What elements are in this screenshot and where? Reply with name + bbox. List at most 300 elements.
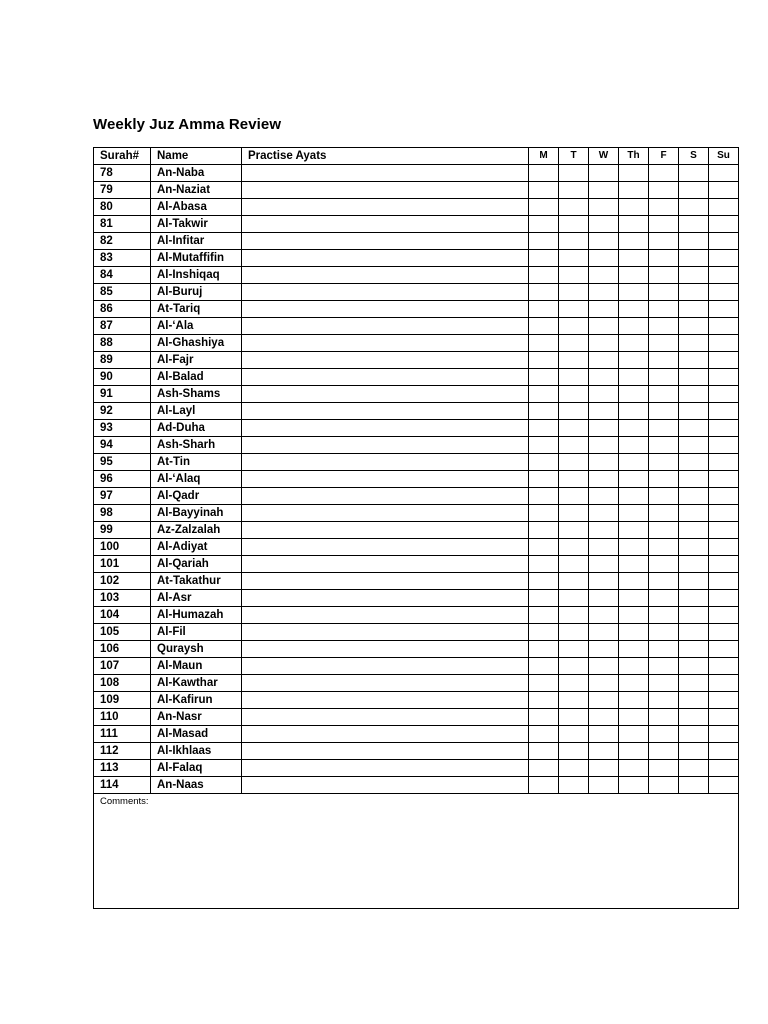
day-cell-wednesday[interactable]	[589, 471, 619, 488]
day-cell-wednesday[interactable]	[589, 692, 619, 709]
practise-ayats-cell[interactable]	[242, 675, 529, 692]
practise-ayats-cell[interactable]	[242, 590, 529, 607]
day-cell-friday[interactable]	[649, 471, 679, 488]
practise-ayats-cell[interactable]	[242, 505, 529, 522]
day-cell-saturday[interactable]	[679, 488, 709, 505]
day-cell-tuesday[interactable]	[559, 335, 589, 352]
day-cell-monday[interactable]	[529, 216, 559, 233]
day-cell-wednesday[interactable]	[589, 590, 619, 607]
day-cell-tuesday[interactable]	[559, 624, 589, 641]
practise-ayats-cell[interactable]	[242, 420, 529, 437]
day-cell-wednesday[interactable]	[589, 539, 619, 556]
day-cell-friday[interactable]	[649, 199, 679, 216]
day-cell-tuesday[interactable]	[559, 233, 589, 250]
day-cell-friday[interactable]	[649, 607, 679, 624]
day-cell-saturday[interactable]	[679, 267, 709, 284]
day-cell-sunday[interactable]	[709, 777, 739, 794]
day-cell-thursday[interactable]	[619, 743, 649, 760]
day-cell-monday[interactable]	[529, 556, 559, 573]
day-cell-wednesday[interactable]	[589, 301, 619, 318]
day-cell-tuesday[interactable]	[559, 590, 589, 607]
day-cell-saturday[interactable]	[679, 437, 709, 454]
day-cell-thursday[interactable]	[619, 505, 649, 522]
day-cell-monday[interactable]	[529, 607, 559, 624]
practise-ayats-cell[interactable]	[242, 641, 529, 658]
practise-ayats-cell[interactable]	[242, 216, 529, 233]
practise-ayats-cell[interactable]	[242, 369, 529, 386]
day-cell-thursday[interactable]	[619, 216, 649, 233]
day-cell-wednesday[interactable]	[589, 267, 619, 284]
day-cell-friday[interactable]	[649, 454, 679, 471]
day-cell-friday[interactable]	[649, 403, 679, 420]
day-cell-wednesday[interactable]	[589, 505, 619, 522]
day-cell-sunday[interactable]	[709, 454, 739, 471]
practise-ayats-cell[interactable]	[242, 624, 529, 641]
day-cell-monday[interactable]	[529, 743, 559, 760]
day-cell-tuesday[interactable]	[559, 284, 589, 301]
day-cell-wednesday[interactable]	[589, 216, 619, 233]
day-cell-thursday[interactable]	[619, 233, 649, 250]
day-cell-monday[interactable]	[529, 641, 559, 658]
day-cell-wednesday[interactable]	[589, 250, 619, 267]
day-cell-saturday[interactable]	[679, 199, 709, 216]
day-cell-tuesday[interactable]	[559, 301, 589, 318]
day-cell-tuesday[interactable]	[559, 726, 589, 743]
practise-ayats-cell[interactable]	[242, 403, 529, 420]
day-cell-sunday[interactable]	[709, 301, 739, 318]
day-cell-monday[interactable]	[529, 692, 559, 709]
day-cell-tuesday[interactable]	[559, 216, 589, 233]
practise-ayats-cell[interactable]	[242, 386, 529, 403]
day-cell-tuesday[interactable]	[559, 318, 589, 335]
day-cell-thursday[interactable]	[619, 641, 649, 658]
day-cell-saturday[interactable]	[679, 777, 709, 794]
practise-ayats-cell[interactable]	[242, 556, 529, 573]
day-cell-sunday[interactable]	[709, 403, 739, 420]
day-cell-sunday[interactable]	[709, 675, 739, 692]
day-cell-thursday[interactable]	[619, 301, 649, 318]
day-cell-thursday[interactable]	[619, 607, 649, 624]
day-cell-wednesday[interactable]	[589, 335, 619, 352]
day-cell-thursday[interactable]	[619, 556, 649, 573]
day-cell-tuesday[interactable]	[559, 709, 589, 726]
day-cell-tuesday[interactable]	[559, 539, 589, 556]
day-cell-friday[interactable]	[649, 573, 679, 590]
day-cell-wednesday[interactable]	[589, 573, 619, 590]
day-cell-thursday[interactable]	[619, 182, 649, 199]
day-cell-tuesday[interactable]	[559, 692, 589, 709]
day-cell-tuesday[interactable]	[559, 182, 589, 199]
day-cell-wednesday[interactable]	[589, 233, 619, 250]
day-cell-monday[interactable]	[529, 777, 559, 794]
day-cell-saturday[interactable]	[679, 369, 709, 386]
day-cell-friday[interactable]	[649, 182, 679, 199]
day-cell-sunday[interactable]	[709, 318, 739, 335]
day-cell-wednesday[interactable]	[589, 182, 619, 199]
day-cell-friday[interactable]	[649, 522, 679, 539]
day-cell-sunday[interactable]	[709, 539, 739, 556]
day-cell-monday[interactable]	[529, 573, 559, 590]
day-cell-sunday[interactable]	[709, 267, 739, 284]
day-cell-monday[interactable]	[529, 369, 559, 386]
day-cell-tuesday[interactable]	[559, 471, 589, 488]
day-cell-thursday[interactable]	[619, 386, 649, 403]
day-cell-friday[interactable]	[649, 318, 679, 335]
day-cell-tuesday[interactable]	[559, 250, 589, 267]
practise-ayats-cell[interactable]	[242, 573, 529, 590]
practise-ayats-cell[interactable]	[242, 301, 529, 318]
day-cell-friday[interactable]	[649, 709, 679, 726]
day-cell-wednesday[interactable]	[589, 641, 619, 658]
day-cell-saturday[interactable]	[679, 726, 709, 743]
practise-ayats-cell[interactable]	[242, 522, 529, 539]
day-cell-monday[interactable]	[529, 182, 559, 199]
day-cell-monday[interactable]	[529, 522, 559, 539]
day-cell-friday[interactable]	[649, 658, 679, 675]
day-cell-friday[interactable]	[649, 420, 679, 437]
day-cell-friday[interactable]	[649, 556, 679, 573]
day-cell-thursday[interactable]	[619, 403, 649, 420]
day-cell-sunday[interactable]	[709, 369, 739, 386]
day-cell-saturday[interactable]	[679, 182, 709, 199]
day-cell-tuesday[interactable]	[559, 488, 589, 505]
day-cell-monday[interactable]	[529, 675, 559, 692]
day-cell-thursday[interactable]	[619, 335, 649, 352]
day-cell-wednesday[interactable]	[589, 386, 619, 403]
practise-ayats-cell[interactable]	[242, 352, 529, 369]
day-cell-monday[interactable]	[529, 726, 559, 743]
day-cell-thursday[interactable]	[619, 760, 649, 777]
practise-ayats-cell[interactable]	[242, 777, 529, 794]
day-cell-sunday[interactable]	[709, 386, 739, 403]
practise-ayats-cell[interactable]	[242, 692, 529, 709]
day-cell-tuesday[interactable]	[559, 607, 589, 624]
day-cell-wednesday[interactable]	[589, 284, 619, 301]
day-cell-monday[interactable]	[529, 318, 559, 335]
day-cell-tuesday[interactable]	[559, 369, 589, 386]
day-cell-saturday[interactable]	[679, 556, 709, 573]
surah-number: 84	[94, 267, 151, 284]
day-cell-thursday[interactable]	[619, 675, 649, 692]
day-cell-sunday[interactable]	[709, 352, 739, 369]
day-cell-sunday[interactable]	[709, 216, 739, 233]
day-cell-sunday[interactable]	[709, 692, 739, 709]
day-cell-tuesday[interactable]	[559, 454, 589, 471]
day-cell-saturday[interactable]	[679, 471, 709, 488]
day-cell-friday[interactable]	[649, 301, 679, 318]
day-cell-wednesday[interactable]	[589, 726, 619, 743]
day-cell-monday[interactable]	[529, 488, 559, 505]
day-cell-friday[interactable]	[649, 437, 679, 454]
day-cell-wednesday[interactable]	[589, 403, 619, 420]
day-cell-wednesday[interactable]	[589, 165, 619, 182]
day-cell-saturday[interactable]	[679, 760, 709, 777]
day-cell-sunday[interactable]	[709, 420, 739, 437]
day-cell-wednesday[interactable]	[589, 199, 619, 216]
day-cell-monday[interactable]	[529, 233, 559, 250]
day-cell-tuesday[interactable]	[559, 675, 589, 692]
practise-ayats-cell[interactable]	[242, 335, 529, 352]
day-cell-sunday[interactable]	[709, 505, 739, 522]
day-cell-saturday[interactable]	[679, 420, 709, 437]
day-cell-monday[interactable]	[529, 624, 559, 641]
practise-ayats-cell[interactable]	[242, 454, 529, 471]
day-cell-saturday[interactable]	[679, 335, 709, 352]
day-cell-sunday[interactable]	[709, 165, 739, 182]
practise-ayats-cell[interactable]	[242, 318, 529, 335]
day-cell-monday[interactable]	[529, 267, 559, 284]
day-cell-saturday[interactable]	[679, 505, 709, 522]
day-cell-sunday[interactable]	[709, 471, 739, 488]
practise-ayats-cell[interactable]	[242, 233, 529, 250]
day-cell-sunday[interactable]	[709, 556, 739, 573]
day-cell-wednesday[interactable]	[589, 607, 619, 624]
day-cell-monday[interactable]	[529, 658, 559, 675]
day-cell-thursday[interactable]	[619, 624, 649, 641]
day-cell-sunday[interactable]	[709, 182, 739, 199]
day-cell-monday[interactable]	[529, 471, 559, 488]
table-row	[94, 743, 739, 760]
day-cell-friday[interactable]	[649, 641, 679, 658]
comments-box[interactable]	[94, 794, 739, 909]
day-cell-tuesday[interactable]	[559, 403, 589, 420]
day-cell-saturday[interactable]	[679, 573, 709, 590]
day-cell-wednesday[interactable]	[589, 318, 619, 335]
day-cell-monday[interactable]	[529, 420, 559, 437]
day-cell-sunday[interactable]	[709, 658, 739, 675]
practise-ayats-cell[interactable]	[242, 607, 529, 624]
day-cell-thursday[interactable]	[619, 692, 649, 709]
day-cell-friday[interactable]	[649, 165, 679, 182]
day-cell-monday[interactable]	[529, 199, 559, 216]
day-cell-tuesday[interactable]	[559, 641, 589, 658]
practise-ayats-cell[interactable]	[242, 726, 529, 743]
day-cell-tuesday[interactable]	[559, 199, 589, 216]
day-cell-saturday[interactable]	[679, 675, 709, 692]
day-cell-thursday[interactable]	[619, 522, 649, 539]
day-cell-saturday[interactable]	[679, 743, 709, 760]
day-cell-saturday[interactable]	[679, 539, 709, 556]
day-cell-sunday[interactable]	[709, 522, 739, 539]
day-cell-thursday[interactable]	[619, 284, 649, 301]
day-cell-thursday[interactable]	[619, 539, 649, 556]
day-cell-thursday[interactable]	[619, 318, 649, 335]
day-cell-monday[interactable]	[529, 539, 559, 556]
day-cell-friday[interactable]	[649, 692, 679, 709]
day-cell-saturday[interactable]	[679, 318, 709, 335]
practise-ayats-cell[interactable]	[242, 437, 529, 454]
day-cell-friday[interactable]	[649, 352, 679, 369]
day-cell-sunday[interactable]	[709, 199, 739, 216]
day-cell-friday[interactable]	[649, 335, 679, 352]
day-cell-thursday[interactable]	[619, 777, 649, 794]
day-cell-wednesday[interactable]	[589, 556, 619, 573]
practise-ayats-cell[interactable]	[242, 182, 529, 199]
day-cell-wednesday[interactable]	[589, 454, 619, 471]
day-cell-wednesday[interactable]	[589, 760, 619, 777]
day-cell-thursday[interactable]	[619, 250, 649, 267]
day-cell-friday[interactable]	[649, 726, 679, 743]
day-cell-sunday[interactable]	[709, 624, 739, 641]
day-cell-wednesday[interactable]	[589, 420, 619, 437]
practise-ayats-cell[interactable]	[242, 199, 529, 216]
day-cell-tuesday[interactable]	[559, 556, 589, 573]
day-cell-tuesday[interactable]	[559, 165, 589, 182]
day-cell-saturday[interactable]	[679, 624, 709, 641]
practise-ayats-cell[interactable]	[242, 658, 529, 675]
day-cell-tuesday[interactable]	[559, 522, 589, 539]
day-cell-monday[interactable]	[529, 250, 559, 267]
day-cell-saturday[interactable]	[679, 522, 709, 539]
day-cell-tuesday[interactable]	[559, 743, 589, 760]
day-cell-wednesday[interactable]	[589, 658, 619, 675]
day-cell-wednesday[interactable]	[589, 743, 619, 760]
day-cell-friday[interactable]	[649, 250, 679, 267]
day-cell-saturday[interactable]	[679, 352, 709, 369]
day-cell-saturday[interactable]	[679, 233, 709, 250]
day-cell-sunday[interactable]	[709, 590, 739, 607]
practise-ayats-cell[interactable]	[242, 250, 529, 267]
day-cell-wednesday[interactable]	[589, 488, 619, 505]
day-cell-wednesday[interactable]	[589, 709, 619, 726]
day-cell-sunday[interactable]	[709, 641, 739, 658]
day-cell-tuesday[interactable]	[559, 420, 589, 437]
day-cell-monday[interactable]	[529, 301, 559, 318]
day-cell-saturday[interactable]	[679, 590, 709, 607]
day-cell-friday[interactable]	[649, 624, 679, 641]
day-cell-saturday[interactable]	[679, 709, 709, 726]
day-cell-monday[interactable]	[529, 403, 559, 420]
day-cell-friday[interactable]	[649, 505, 679, 522]
practise-ayats-cell[interactable]	[242, 267, 529, 284]
day-cell-monday[interactable]	[529, 505, 559, 522]
day-cell-wednesday[interactable]	[589, 522, 619, 539]
day-cell-friday[interactable]	[649, 675, 679, 692]
day-cell-friday[interactable]	[649, 539, 679, 556]
day-cell-monday[interactable]	[529, 335, 559, 352]
day-cell-sunday[interactable]	[709, 233, 739, 250]
day-cell-monday[interactable]	[529, 709, 559, 726]
day-cell-friday[interactable]	[649, 284, 679, 301]
day-cell-friday[interactable]	[649, 760, 679, 777]
day-cell-monday[interactable]	[529, 386, 559, 403]
day-cell-thursday[interactable]	[619, 726, 649, 743]
day-cell-saturday[interactable]	[679, 165, 709, 182]
day-cell-wednesday[interactable]	[589, 352, 619, 369]
day-cell-monday[interactable]	[529, 590, 559, 607]
practise-ayats-cell[interactable]	[242, 709, 529, 726]
day-cell-thursday[interactable]	[619, 199, 649, 216]
day-cell-tuesday[interactable]	[559, 573, 589, 590]
practise-ayats-cell[interactable]	[242, 165, 529, 182]
day-cell-saturday[interactable]	[679, 607, 709, 624]
day-cell-tuesday[interactable]	[559, 352, 589, 369]
day-cell-thursday[interactable]	[619, 352, 649, 369]
day-cell-sunday[interactable]	[709, 284, 739, 301]
day-cell-friday[interactable]	[649, 743, 679, 760]
day-cell-thursday[interactable]	[619, 420, 649, 437]
day-cell-sunday[interactable]	[709, 726, 739, 743]
practise-ayats-cell[interactable]	[242, 284, 529, 301]
practise-ayats-cell[interactable]	[242, 760, 529, 777]
day-cell-sunday[interactable]	[709, 488, 739, 505]
day-cell-saturday[interactable]	[679, 692, 709, 709]
day-cell-friday[interactable]	[649, 267, 679, 284]
day-cell-monday[interactable]	[529, 454, 559, 471]
day-cell-saturday[interactable]	[679, 216, 709, 233]
day-cell-friday[interactable]	[649, 233, 679, 250]
day-cell-tuesday[interactable]	[559, 437, 589, 454]
day-cell-wednesday[interactable]	[589, 624, 619, 641]
day-cell-sunday[interactable]	[709, 437, 739, 454]
day-cell-monday[interactable]	[529, 284, 559, 301]
day-cell-tuesday[interactable]	[559, 267, 589, 284]
day-cell-thursday[interactable]	[619, 488, 649, 505]
day-cell-tuesday[interactable]	[559, 777, 589, 794]
day-cell-tuesday[interactable]	[559, 658, 589, 675]
day-cell-sunday[interactable]	[709, 250, 739, 267]
day-cell-monday[interactable]	[529, 165, 559, 182]
day-cell-thursday[interactable]	[619, 267, 649, 284]
day-cell-monday[interactable]	[529, 437, 559, 454]
day-cell-saturday[interactable]	[679, 403, 709, 420]
day-cell-sunday[interactable]	[709, 760, 739, 777]
practise-ayats-cell[interactable]	[242, 488, 529, 505]
day-cell-monday[interactable]	[529, 760, 559, 777]
day-cell-wednesday[interactable]	[589, 437, 619, 454]
day-cell-thursday[interactable]	[619, 369, 649, 386]
day-cell-saturday[interactable]	[679, 250, 709, 267]
day-cell-friday[interactable]	[649, 488, 679, 505]
day-cell-saturday[interactable]	[679, 454, 709, 471]
day-cell-saturday[interactable]	[679, 658, 709, 675]
day-cell-thursday[interactable]	[619, 454, 649, 471]
day-cell-friday[interactable]	[649, 216, 679, 233]
day-cell-friday[interactable]	[649, 777, 679, 794]
day-cell-sunday[interactable]	[709, 573, 739, 590]
day-cell-thursday[interactable]	[619, 471, 649, 488]
day-cell-sunday[interactable]	[709, 743, 739, 760]
day-cell-thursday[interactable]	[619, 658, 649, 675]
day-cell-tuesday[interactable]	[559, 505, 589, 522]
day-cell-wednesday[interactable]	[589, 369, 619, 386]
day-cell-monday[interactable]	[529, 352, 559, 369]
day-cell-thursday[interactable]	[619, 165, 649, 182]
practise-ayats-cell[interactable]	[242, 743, 529, 760]
day-cell-wednesday[interactable]	[589, 777, 619, 794]
day-cell-thursday[interactable]	[619, 709, 649, 726]
practise-ayats-cell[interactable]	[242, 471, 529, 488]
day-cell-thursday[interactable]	[619, 573, 649, 590]
day-cell-sunday[interactable]	[709, 709, 739, 726]
day-cell-wednesday[interactable]	[589, 675, 619, 692]
day-cell-saturday[interactable]	[679, 641, 709, 658]
day-cell-thursday[interactable]	[619, 590, 649, 607]
day-cell-saturday[interactable]	[679, 284, 709, 301]
day-cell-thursday[interactable]	[619, 437, 649, 454]
day-cell-sunday[interactable]	[709, 607, 739, 624]
day-cell-saturday[interactable]	[679, 301, 709, 318]
table-row	[94, 182, 739, 199]
day-cell-tuesday[interactable]	[559, 760, 589, 777]
day-cell-tuesday[interactable]	[559, 386, 589, 403]
practise-ayats-cell[interactable]	[242, 539, 529, 556]
day-cell-friday[interactable]	[649, 369, 679, 386]
day-cell-saturday[interactable]	[679, 386, 709, 403]
day-cell-sunday[interactable]	[709, 335, 739, 352]
day-cell-friday[interactable]	[649, 386, 679, 403]
day-cell-friday[interactable]	[649, 590, 679, 607]
